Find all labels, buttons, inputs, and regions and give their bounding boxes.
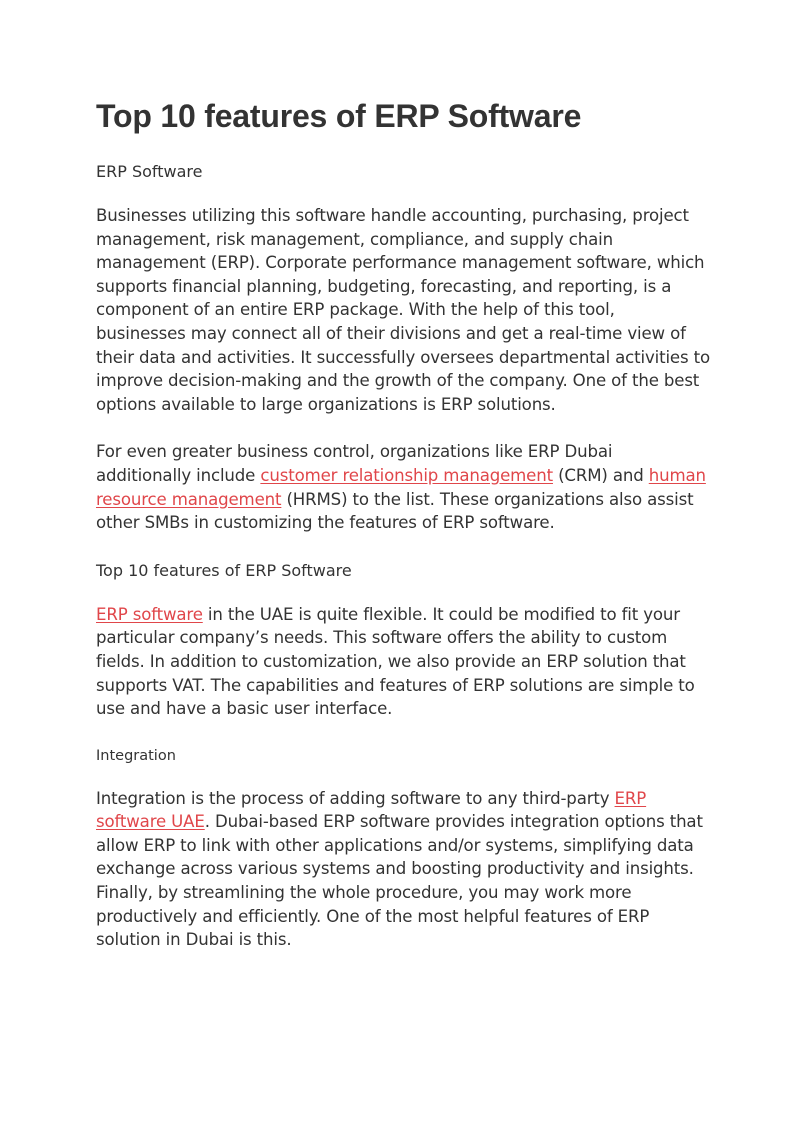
section-heading-erp-software: ERP Software bbox=[96, 162, 203, 181]
text-line: solution in Dubai is this. bbox=[96, 930, 292, 950]
text-line: supports VAT. The capabilities and features of ERP solutions are simple to bbox=[96, 675, 695, 695]
text-fragment: Integration is the process of adding software to any third-party bbox=[96, 788, 615, 808]
text-line: their data and activities. It successfully oversees departmental activities to bbox=[96, 347, 710, 367]
text-line: use and have a basic user interface. bbox=[96, 699, 393, 719]
document-page bbox=[96, 94, 710, 952]
text-line bbox=[96, 488, 704, 512]
text-line: fields. In addition to customization, we also provide an ERP solution that bbox=[96, 651, 686, 671]
text-line: particular company’s needs. This software offers the ability to custom bbox=[96, 628, 668, 648]
text-fragment: in the UAE is quite flexible. It could be modified to fit your bbox=[202, 604, 680, 624]
text-line: Businesses utilizing this software handle accounting, purchasing, project bbox=[96, 206, 689, 225]
paragraph-business-control bbox=[96, 440, 704, 534]
erp-software-uae-link-part1[interactable]: ERP bbox=[614, 788, 647, 808]
text-fragment: (HRMS) to the list. These organizations also assist bbox=[281, 489, 694, 509]
text-line bbox=[96, 787, 704, 811]
text-line: improve decision-making and the growth of the company. One of the best bbox=[96, 371, 700, 391]
text-fragment: (CRM) and bbox=[552, 465, 649, 485]
text-line: allow ERP to link with other applications and/or systems, simplifying data bbox=[96, 835, 694, 855]
text-line: component of an entire ERP package. With the help of this tool, bbox=[96, 300, 615, 320]
text-line: supports financial planning, budgeting, forecasting, and reporting, is a bbox=[96, 276, 672, 296]
page-title: Top 10 features of ERP Software bbox=[96, 98, 582, 134]
paragraph-integration bbox=[96, 787, 704, 952]
text-line: other SMBs in customizing the features of ERP software. bbox=[96, 513, 555, 533]
erp-software-link[interactable]: ERP software bbox=[96, 604, 203, 624]
text-line: management, risk management, compliance, and supply chain bbox=[96, 229, 613, 249]
text-line: exchange across various systems and boosting productivity and insights. bbox=[96, 859, 694, 879]
hrms-link-part1[interactable]: human bbox=[648, 465, 706, 485]
text-line: management (ERP). Corporate performance management software, which bbox=[96, 253, 705, 273]
erp-software-uae-link-part2[interactable]: software UAE bbox=[96, 812, 205, 832]
text-fragment: additionally include bbox=[96, 465, 261, 485]
section-heading-integration: Integration bbox=[96, 747, 176, 764]
hrms-link-part2[interactable]: resource management bbox=[96, 489, 282, 509]
text-line bbox=[96, 603, 704, 627]
crm-link[interactable]: customer relationship management bbox=[260, 465, 553, 485]
text-line bbox=[96, 810, 704, 834]
text-line: options available to large organizations is ERP solutions. bbox=[96, 394, 556, 414]
text-line: businesses may connect all of their divisions and get a real-time view of bbox=[96, 323, 686, 343]
paragraph-flexibility bbox=[96, 603, 704, 721]
text-line: For even greater business control, organizations like ERP Dubai bbox=[96, 442, 613, 462]
text-line: productively and efficiently. One of the most helpful features of ERP bbox=[96, 906, 650, 926]
text-line bbox=[96, 464, 704, 488]
paragraph-intro bbox=[96, 204, 710, 416]
text-line: Finally, by streamlining the whole procedure, you may work more bbox=[96, 883, 632, 903]
text-fragment: . Dubai-based ERP software provides integration options that bbox=[204, 812, 703, 832]
section-heading-top-10: Top 10 features of ERP Software bbox=[96, 560, 352, 580]
